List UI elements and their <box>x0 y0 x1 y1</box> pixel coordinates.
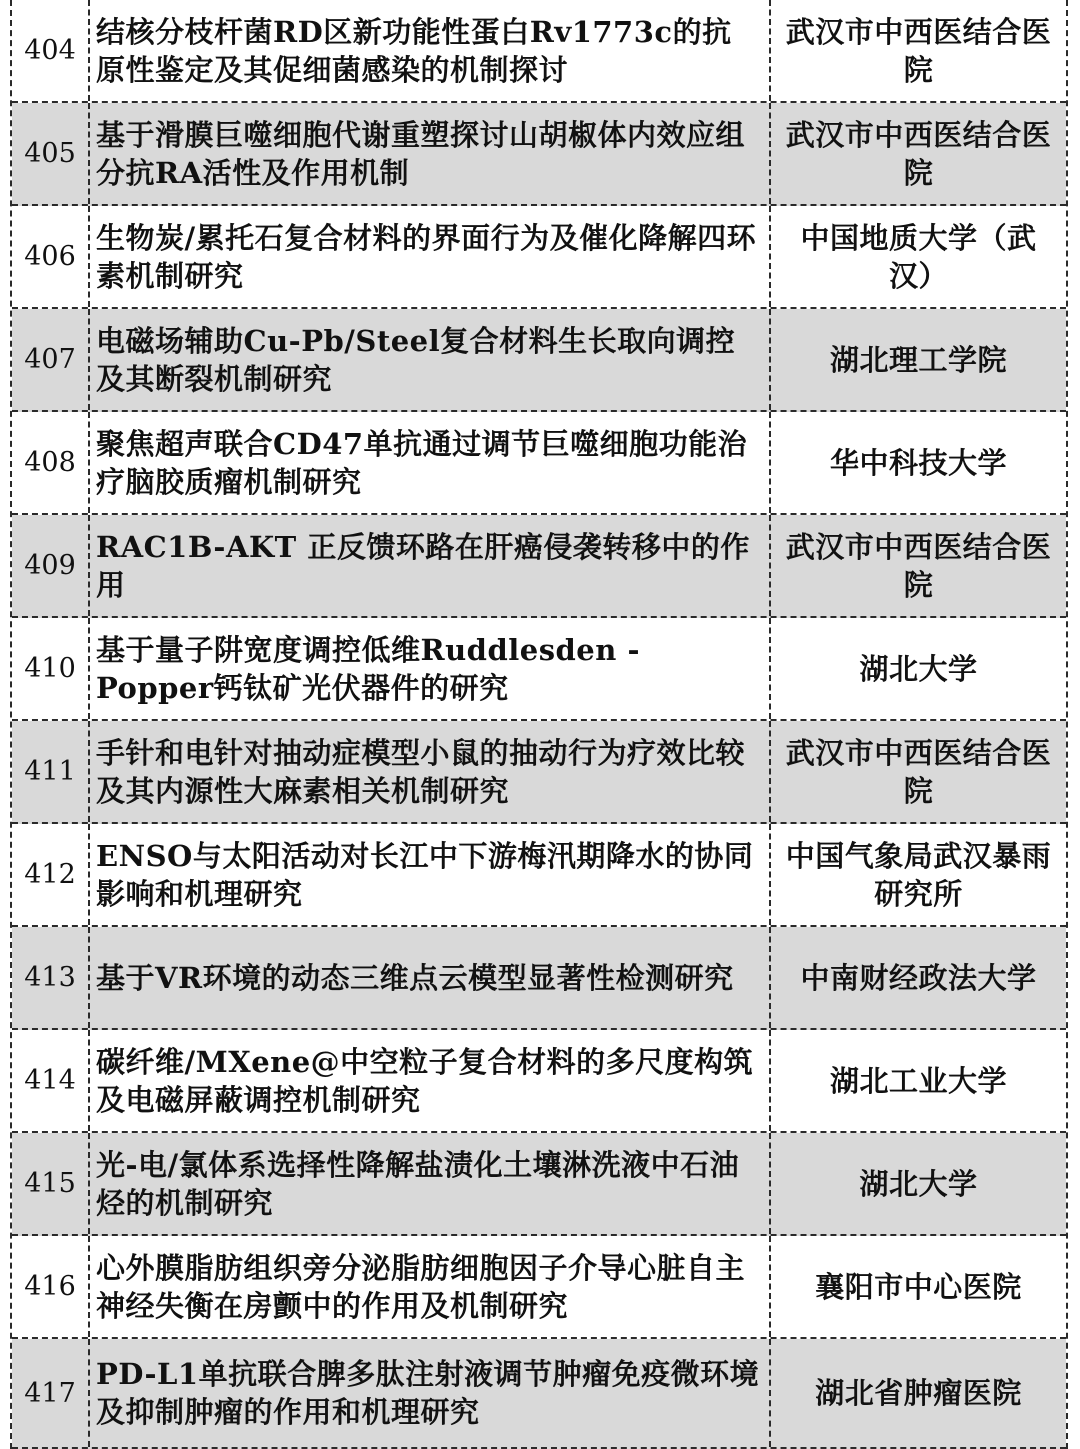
row-number: 405 <box>12 103 90 204</box>
table-row <box>12 618 1066 721</box>
table-row <box>12 515 1066 618</box>
project-title: ENSO与太阳活动对长江中下游梅汛期降水的协同影响和机理研究 <box>90 824 771 925</box>
institution: 武汉市中西医结合医院 <box>785 117 1052 190</box>
institution: 湖北省肿瘤医院 <box>815 1376 1022 1410</box>
project-title: 结核分枝杆菌RD区新功能性蛋白Rv1773c的抗原性鉴定及其促细菌感染的机制探讨 <box>90 0 771 101</box>
row-number: 412 <box>12 824 90 925</box>
project-title: RAC1B-AKT 正反馈环路在肝癌侵袭转移中的作用 <box>90 515 771 616</box>
table-row <box>12 309 1066 412</box>
row-number: 417 <box>12 1339 90 1447</box>
table-row <box>12 1030 1066 1133</box>
row-number: 413 <box>12 927 90 1028</box>
table-row <box>12 1339 1066 1449</box>
institution: 武汉市中西医结合医院 <box>785 735 1052 808</box>
row-number: 407 <box>12 309 90 410</box>
table-row <box>12 1133 1066 1236</box>
project-title: 基于滑膜巨噬细胞代谢重塑探讨山胡椒体内效应组分抗RA活性及作用机制 <box>90 103 771 204</box>
project-table <box>10 0 1068 1449</box>
institution: 中南财经政法大学 <box>800 960 1037 995</box>
institution: 湖北理工学院 <box>829 342 1007 377</box>
table-row <box>12 0 1066 103</box>
table-row <box>12 824 1066 927</box>
project-title: 电磁场辅助Cu-Pb/Steel复合材料生长取向调控及其断裂机制研究 <box>90 309 771 410</box>
table-row <box>12 927 1066 1030</box>
institution: 襄阳市中心医院 <box>815 1269 1022 1304</box>
project-title: PD-L1单抗联合脾多肽注射液调节肿瘤免疫微环境及抑制肿瘤的作用和机理研究 <box>90 1339 771 1447</box>
project-title: 碳纤维/MXene@中空粒子复合材料的多尺度构筑及电磁屏蔽调控机制研究 <box>90 1030 771 1131</box>
institution: 武汉市中西医结合医院 <box>785 14 1052 87</box>
table-row <box>12 206 1066 309</box>
row-number: 406 <box>12 206 90 307</box>
row-number: 414 <box>12 1030 90 1131</box>
institution: 湖北工业大学 <box>829 1063 1007 1098</box>
project-title: 手针和电针对抽动症模型小鼠的抽动行为疗效比较及其内源性大麻素相关机制研究 <box>90 721 771 822</box>
institution: 华中科技大学 <box>829 445 1007 480</box>
institution: 中国气象局武汉暴雨研究所 <box>785 838 1052 911</box>
project-title: 生物炭/累托石复合材料的界面行为及催化降解四环素机制研究 <box>90 206 771 307</box>
project-title: 基于VR环境的动态三维点云模型显著性检测研究 <box>90 927 771 1028</box>
institution: 湖北大学 <box>859 651 978 686</box>
row-number: 415 <box>12 1133 90 1234</box>
row-number: 404 <box>12 0 90 101</box>
project-title: 基于量子阱宽度调控低维Ruddlesden - Popper钙钛矿光伏器件的研究 <box>90 618 771 719</box>
row-number: 410 <box>12 618 90 719</box>
project-title: 聚焦超声联合CD47单抗通过调节巨噬细胞功能治疗脑胶质瘤机制研究 <box>90 412 771 513</box>
project-title: 光-电/氯体系选择性降解盐渍化土壤淋洗液中石油烃的机制研究 <box>90 1133 771 1234</box>
table-row <box>12 412 1066 515</box>
table-row <box>12 1236 1066 1339</box>
table-row <box>12 721 1066 824</box>
institution: 湖北大学 <box>859 1166 978 1201</box>
institution: 武汉市中西医结合医院 <box>785 529 1052 602</box>
row-number: 409 <box>12 515 90 616</box>
row-number: 408 <box>12 412 90 513</box>
row-number: 416 <box>12 1236 90 1337</box>
project-title: 心外膜脂肪组织旁分泌脂肪细胞因子介导心脏自主神经失衡在房颤中的作用及机制研究 <box>90 1236 771 1337</box>
institution: 中国地质大学（武汉） <box>800 220 1037 293</box>
table-row <box>12 103 1066 206</box>
row-number: 411 <box>12 721 90 822</box>
